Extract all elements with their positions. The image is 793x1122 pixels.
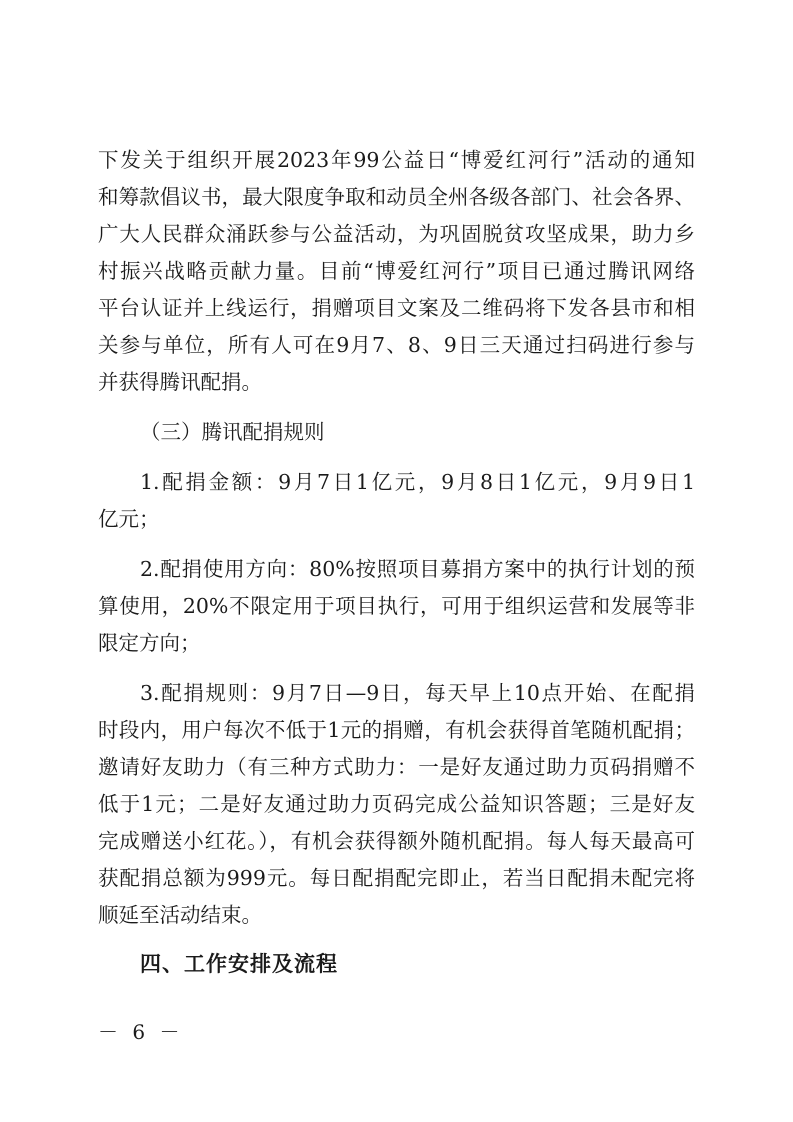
page-number: － 6 － [98,1020,184,1044]
paragraph-line: 关参与单位，所有人可在9月7、8、9日三天通过扫码进行参与 [98,333,695,357]
paragraph-line: 和筹款倡议书，最大限度争取和动员全州各级各部门、社会各界、 [98,185,695,209]
rule-1-line: 1.配捐金额：9月7日1亿元，9月8日1亿元，9月9日1 [140,470,695,494]
paragraph-line: 广大人民群众涌跃参与公益活动，为巩固脱贫攻坚成果，助力乡 [98,222,695,246]
rule-1-line: 亿元； [98,507,160,531]
paragraph-line: 并获得腾讯配捐。 [98,370,262,394]
section-title-work-arrangement: 四、工作安排及流程 [140,952,338,976]
rule-2-line: 限定方向； [98,631,201,655]
paragraph-line: 下发关于组织开展2023年99公益日“博爱红河行”活动的通知 [98,148,695,172]
rule-2-line: 2.配捐使用方向：80%按照项目募捐方案中的执行计划的预 [140,557,695,581]
section-title-matching-rules: （三）腾讯配捐规则 [140,420,325,444]
paragraph-line: 平台认证并上线运行，捐赠项目文案及二维码将下发各县市和相 [98,296,695,320]
paragraph-line: 村振兴战略贡献力量。目前“博爱红河行”项目已通过腾讯网络 [98,259,695,283]
rule-3-line: 低于1元；二是好友通过助力页码完成公益知识答题；三是好友 [98,792,695,816]
rule-3-line: 时段内，用户每次不低于1元的捐赠，有机会获得首笔随机配捐； [98,718,695,742]
rule-3-line: 完成赠送小红花。），有机会获得额外随机配捐。每人每天最高可 [98,829,695,853]
rule-3-line: 邀请好友助力（有三种方式助力：一是好友通过助力页码捐赠不 [98,755,695,779]
rule-3-line: 3.配捐规则：9月7日—9日，每天早上10点开始、在配捐 [140,681,695,705]
rule-3-line: 顺延至活动结束。 [98,903,262,927]
rule-3-line: 获配捐总额为999元。每日配捐配完即止，若当日配捐未配完将 [98,866,695,890]
rule-2-line: 算使用，20%不限定用于项目执行，可用于组织运营和发展等非 [98,594,695,618]
